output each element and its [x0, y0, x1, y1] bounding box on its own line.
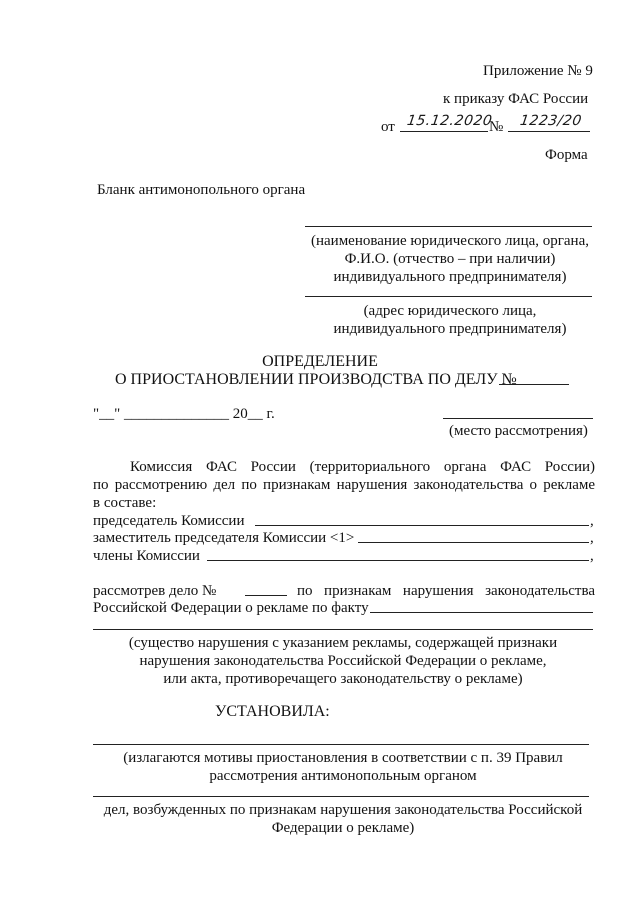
violation-caption-3: или акта, противоречащего законодательству о рекламе)	[163, 671, 523, 687]
recipient-name-caption-2: Ф.И.О. (отчество – при наличии)	[344, 251, 556, 267]
motives-caption-2: рассмотрения антимонопольным органом	[209, 768, 477, 784]
members-line	[207, 560, 589, 561]
chair-comma: ,	[590, 513, 594, 529]
from-label: от	[381, 119, 395, 135]
date-line	[400, 131, 488, 132]
motives-line	[93, 744, 589, 745]
established-heading: УСТАНОВИЛА:	[215, 703, 330, 720]
consideration-line-1a: рассмотрев дело №	[93, 583, 217, 599]
consideration-line-1b: по признакам нарушения законодательства	[297, 583, 595, 599]
recipient-address-caption-1: (адрес юридического лица,	[363, 303, 537, 319]
document-title: ОПРЕДЕЛЕНИЕ	[262, 353, 378, 370]
deputy-comma: ,	[590, 530, 594, 546]
members-comma: ,	[590, 548, 594, 564]
chair-line	[255, 525, 589, 526]
number-line	[508, 131, 590, 132]
form-label: Форма	[545, 147, 588, 163]
motives-caption-4: Федерации о рекламе)	[271, 820, 415, 836]
recipient-name-caption-3: индивидуального предпринимателя)	[333, 269, 567, 285]
place-line	[443, 418, 593, 419]
commission-members: члены Комиссии	[93, 548, 200, 564]
consideration-line-2: Российской Федерации о рекламе по факту	[93, 600, 369, 616]
case-number-line	[499, 384, 569, 385]
place-caption: (место рассмотрения)	[449, 423, 588, 439]
deputy-line	[358, 542, 589, 543]
number-label: №	[489, 119, 504, 135]
commission-intro-2: по рассмотрению дел по признакам нарушения законодательства о рекламе	[93, 477, 595, 493]
handwritten-number: 1223/20	[518, 113, 583, 129]
document-subtitle: О ПРИОСТАНОВЛЕНИИ ПРОИЗВОДСТВА ПО ДЕЛУ №	[115, 371, 517, 388]
fact-line	[370, 612, 593, 613]
violation-caption-2: нарушения законодательства Российской Федерации о рекламе,	[139, 653, 547, 669]
commission-chair: председатель Комиссии	[93, 513, 245, 529]
recipient-address-line	[305, 296, 592, 297]
motives-caption-1: (излагаются мотивы приостановления в соответствии с п. 39 Правил	[123, 750, 563, 766]
handwritten-date: 15.12.2020	[405, 113, 494, 129]
motives-line-2	[93, 796, 589, 797]
recipient-name-caption-1: (наименование юридического лица, органа,	[310, 233, 589, 249]
commission-deputy: заместитель председателя Комиссии <1>	[93, 530, 355, 546]
blank-label: Бланк антимонопольного органа	[97, 182, 306, 198]
violation-caption-1: (существо нарушения с указанием рекламы, содержащей признаки	[128, 635, 558, 651]
motives-caption-3: дел, возбужденных по признакам нарушения законодательства Российской	[103, 802, 583, 818]
commission-intro-1: Комиссия ФАС России (территориального органа ФАС России)	[130, 459, 595, 475]
order-reference: к приказу ФАС России	[443, 91, 589, 107]
commission-intro-3: в составе:	[93, 495, 157, 511]
appendix-number: Приложение № 9	[483, 63, 593, 79]
recipient-name-line	[305, 226, 592, 227]
case-number-field-line	[245, 595, 287, 596]
recipient-address-caption-2: индивидуального предпринимателя)	[333, 321, 567, 337]
fact-line-2	[93, 629, 593, 630]
date-template: "__" ______________ 20__ г.	[93, 406, 275, 422]
